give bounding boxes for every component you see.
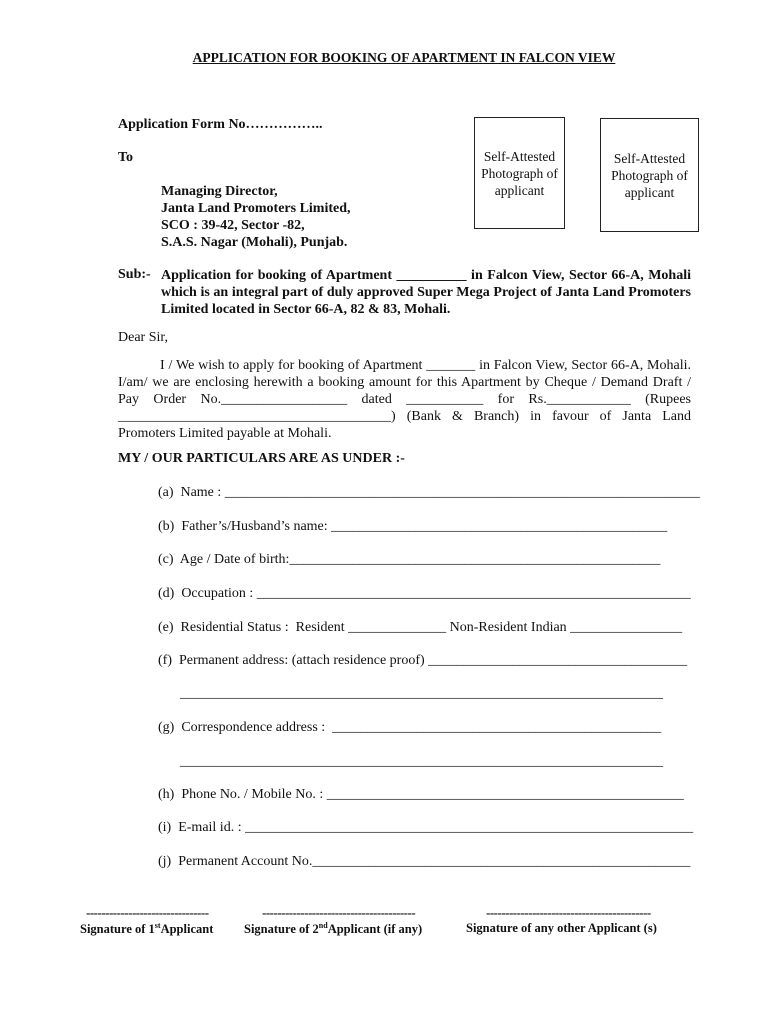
address-line: Janta Land Promoters Limited, — [161, 201, 351, 216]
residential-status-field[interactable]: (e) Residential Status : Resident ______________ Non-Resident Indian ________________ — [158, 620, 683, 635]
phone-mobile-field[interactable]: (h) Phone No. / Mobile No. : ___________________________________________________ — [158, 787, 684, 802]
age-dob-field[interactable]: (c) Age / Date of birth:_____________________________________________________ — [158, 552, 661, 567]
signature-line-2[interactable]: ---------------------------------------- — [262, 905, 416, 920]
correspondence-address-line-2[interactable]: _____________________________________________________________________ — [180, 754, 663, 769]
occupation-field[interactable]: (d) Occupation : ______________________________________________________________ — [158, 586, 691, 601]
address-line: S.A.S. Nagar (Mohali), Punjab. — [161, 235, 348, 250]
father-husband-name-field[interactable]: (b) Father’s/Husband’s name: ________________________________________________ — [158, 519, 668, 534]
photo-box-label: Self-Attested Photograph of applicant — [481, 148, 558, 198]
address-line: SCO : 39-42, Sector -82, — [161, 218, 305, 233]
signature-label-3: Signature of any other Applicant (s) — [466, 921, 657, 935]
subject-label: Sub:- — [118, 267, 151, 282]
signature-label-1: Signature of 1stApplicant — [80, 921, 214, 937]
photo-box-2 — [600, 118, 699, 232]
subject-text: Application for booking of Apartment __________ in Falcon View, Sector 66-A, Mohali which is an integral part of duly approved Super Mega Project of Janta Land Promoters Limited located in Sector 66-A, 82 & 83, Mohali. — [161, 268, 691, 317]
email-field[interactable]: (i) E-mail id. : ________________________________________________________________ — [158, 820, 694, 835]
permanent-address-line-2[interactable]: _____________________________________________________________________ — [180, 686, 663, 701]
correspondence-address-field[interactable]: (g) Correspondence address : _______________________________________________ — [158, 720, 662, 735]
particulars-heading: MY / OUR PARTICULARS ARE AS UNDER :- — [118, 451, 405, 466]
name-field[interactable]: (a) Name : ____________________________________________________________________ — [158, 485, 700, 500]
address-line: Managing Director, — [161, 184, 278, 199]
signature-line-1[interactable]: -------------------------------- — [86, 905, 209, 920]
photo-box-1 — [474, 117, 565, 229]
salutation: Dear Sir, — [118, 330, 168, 345]
form-title: APPLICATION FOR BOOKING OF APARTMENT IN FALCON VIEW — [192, 50, 616, 65]
signature-line-3[interactable]: ------------------------------------------- — [486, 905, 651, 920]
to-label: To — [118, 150, 134, 165]
application-paragraph: I / We wish to apply for booking of Apartment _______ in Falcon View, Sector 66-A, Mohali. I/am/ we are enclosing herewith a booking amount for this Apartment by Cheque / Demand Draft / Pay Order No.__________________ dated ___________ for Rs.____________ (Rupees _______________________________________) (Bank & Branch) in favour of Janta Land Promoters Limited payable at Mohali. — [118, 358, 691, 441]
photo-box-label: Self-Attested Photograph of applicant — [611, 150, 688, 200]
signature-label-2: Signature of 2ndApplicant (if any) — [244, 921, 423, 937]
pan-field[interactable]: (j) Permanent Account No.______________________________________________________ — [158, 854, 691, 869]
permanent-address-field[interactable]: (f) Permanent address: (attach residence proof) _____________________________________ — [158, 653, 688, 668]
application-form-number: Application Form No…………….. — [118, 117, 323, 132]
